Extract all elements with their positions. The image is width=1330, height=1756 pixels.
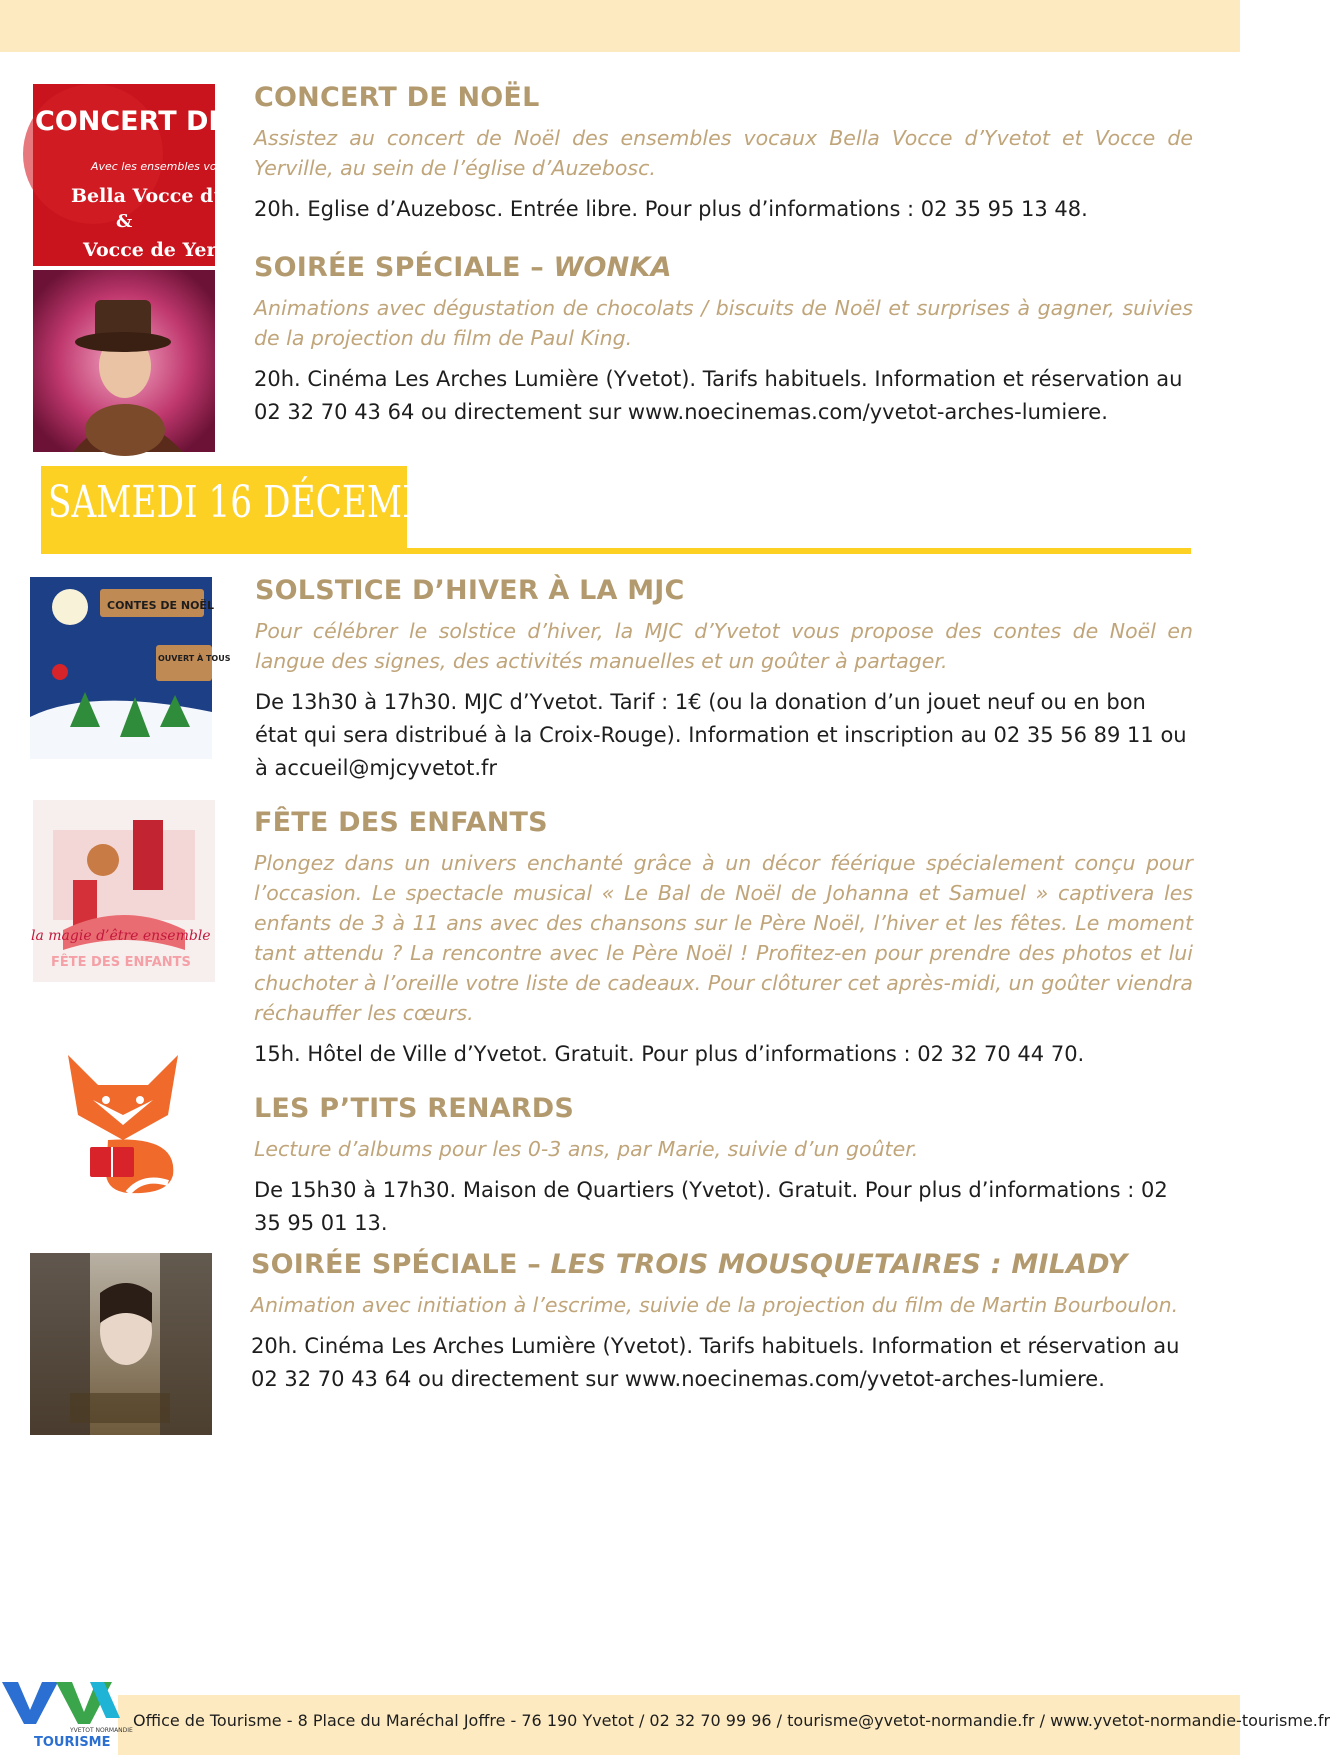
solstice-description: Pour célébrer le solstice d’hiver, la MJC d’Yvetot vous propose des contes de Noël en langue des signes, des activités manuelles et un goûter à partager. [255, 619, 1193, 673]
solstice-body [255, 575, 1193, 785]
fete-title: FÊTE DES ENFANTS [254, 807, 548, 838]
logo-text: TOURISME [34, 1735, 111, 1750]
date-heading: SAMEDI 16 DÉCEMBRE [48, 477, 479, 528]
concert-body [254, 82, 1193, 226]
mousquetaires-title-prefix: SOIRÉE SPÉCIALE – [251, 1249, 551, 1280]
fete-description: Plongez dans un univers enchanté grâce à un décor féérique spécialement conçu pour l’occasion. Le spectacle musical « Le Bal de Noël de Johanna et Samuel » captivera les enfants de 3 à 11 ans avec des chansons sur le Père Noël, l’hiver et les fêtes. Le moment tant attendu ? La rencontre avec le Père Noël ! Profitez-en pour prendre des photos et lui chuchoter à l’oreille votre liste de cadeaux. Pour clôturer cet après-midi, un goûter viendra réchauffer les cœurs. [254, 851, 1193, 1025]
fete-body [254, 807, 1193, 1071]
fox-icon [48, 1045, 198, 1195]
mousquetaires-info: 20h. Cinéma Les Arches Lumière (Yvetot). Tarifs habituels. Information et réservation au 02 32 70 43 64 ou directement sur www.noecinemas.com/yvetot-arches-lumiere. [251, 1334, 1180, 1391]
renards-description: Lecture d’albums pour les 0-3 ans, par Marie, suivie d’un goûter. [254, 1137, 919, 1161]
mousquetaires-body [251, 1249, 1193, 1396]
wonka-image [33, 270, 215, 452]
fete-info: 15h. Hôtel de Ville d’Yvetot. Gratuit. Pour plus d’informations : 02 32 70 44 70. [254, 1042, 1085, 1066]
wonka-title-film: WONKA [553, 252, 672, 283]
mousquetaires-title-film: LES TROIS MOUSQUETAIRES : MILADY [550, 1249, 1128, 1280]
concert-image-line2: Avec les ensembles vocaux [91, 160, 243, 173]
footer-contact: Office de Tourisme - 8 Place du Maréchal Joffre - 76 190 Yvetot / 02 32 70 99 96 / tourisme@yvetot-normandie.fr / www.yvetot-normandie-tourisme.fr [133, 1711, 1330, 1730]
renards-title: LES P’TITS RENARDS [254, 1093, 574, 1124]
wonka-info: 20h. Cinéma Les Arches Lumière (Yvetot). Tarifs habituels. Information et réservation au 02 32 70 43 64 ou directement sur www.noecinemas.com/yvetot-arches-lumiere. [254, 367, 1183, 424]
concert-image [33, 84, 287, 266]
solstice-title: SOLSTICE D’HIVER À LA MJC [255, 575, 685, 606]
concert-image-line1: CONCERT DE [35, 106, 227, 137]
fete-image-line2: FÊTE DES ENFANTS [51, 955, 191, 970]
concert-image-line3: Bella Vocce d’Yvetot [71, 185, 287, 207]
fete-image-line1: la magie d’être ensemble [31, 928, 211, 944]
wonka-title-prefix: SOIRÉE SPÉCIALE – [254, 252, 554, 283]
wonka-title [254, 252, 1193, 283]
concert-description: Assistez au concert de Noël des ensembles vocaux Bella Vocce d’Yvetot et Vocce de Yerville, au sein de l’église d’Auzebosc. [254, 126, 1193, 180]
solstice-sign2: OUVERT À TOUS [158, 654, 231, 663]
concert-title: CONCERT DE NOËL [254, 82, 540, 113]
date-underline [41, 548, 1191, 554]
concert-info: 20h. Eglise d’Auzebosc. Entrée libre. Pour plus d’informations : 02 35 95 13 48. [254, 197, 1088, 221]
fete-image [33, 800, 215, 982]
renards-info: De 15h30 à 17h30. Maison de Quartiers (Yvetot). Gratuit. Pour plus d’informations : 02 35 95 01 13. [254, 1178, 1168, 1235]
tourism-logo [0, 1672, 133, 1752]
solstice-image [30, 577, 231, 759]
solstice-info: De 13h30 à 17h30. MJC d’Yvetot. Tarif : 1€ (ou la donation d’un jouet neuf ou en bon état qui sera distribué à la Croix-Rouge). Information et inscription au 02 35 56 89 11 ou à accueil@mjcyvetot.fr [255, 690, 1187, 780]
solstice-sign1: CONTES DE NOËL [107, 599, 214, 612]
top-band [0, 0, 1240, 52]
renards-body [254, 1093, 1193, 1240]
mousquetaires-image [30, 1253, 212, 1435]
wonka-body [254, 252, 1193, 429]
wonka-description: Animations avec dégustation de chocolats / biscuits de Noël et surprises à gagner, suivies de la projection du film de Paul King. [254, 296, 1193, 350]
concert-image-line4: & [116, 211, 133, 232]
mousquetaires-title [251, 1249, 1193, 1280]
concert-image-line5: Vocce de Yerville [83, 239, 262, 261]
logo-subtext: YVETOT NORMANDIE [70, 1727, 133, 1734]
mousquetaires-description: Animation avec initiation à l’escrime, suivie de la projection du film de Martin Bourboulon. [251, 1293, 1179, 1317]
